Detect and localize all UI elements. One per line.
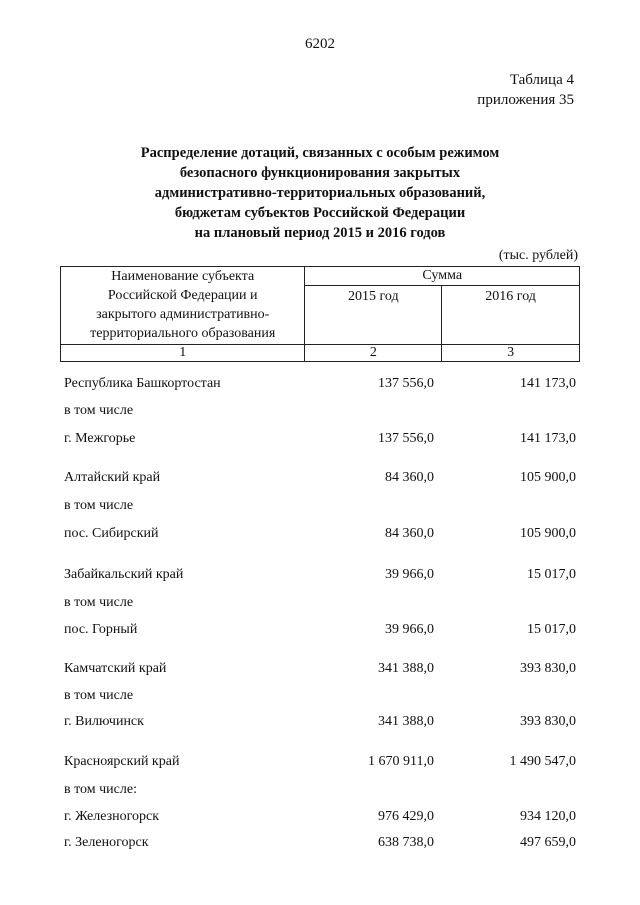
value-2016: 393 830,0 — [520, 661, 576, 676]
table-row — [0, 468, 640, 488]
value-2016: 15 017,0 — [527, 622, 576, 637]
table-reference — [477, 70, 574, 110]
value-2016: 15 017,0 — [527, 567, 576, 582]
table-ref-line-2: приложения 35 — [477, 92, 574, 108]
value-2015: 137 556,0 — [378, 431, 434, 446]
subject-name: Красноярский край — [64, 754, 180, 769]
value-2015: 341 388,0 — [378, 714, 434, 729]
value-2015: 84 360,0 — [385, 470, 434, 485]
table-row — [0, 524, 640, 544]
subject-name: пос. Сибирский — [64, 526, 159, 541]
subject-name: в том числе — [64, 498, 134, 513]
subject-name: г. Межгорье — [64, 431, 136, 446]
title-line: на плановый период 2015 и 2016 годов — [194, 225, 446, 241]
table-row — [0, 620, 640, 640]
sum-column-header: Сумма — [305, 267, 580, 286]
subject-name: г. Вилючинск — [64, 714, 144, 729]
table-row — [0, 496, 640, 516]
table-header — [60, 266, 580, 362]
subject-name: Забайкальский край — [64, 567, 184, 582]
value-2015: 638 738,0 — [378, 835, 434, 850]
column-number-1: 1 — [61, 345, 305, 362]
subject-name: пос. Горный — [64, 622, 138, 637]
value-2015: 84 360,0 — [385, 526, 434, 541]
table-row — [0, 401, 640, 421]
subject-header-line: территориального образования — [90, 326, 276, 341]
subject-name: в том числе — [64, 403, 134, 418]
column-number-3: 3 — [442, 345, 580, 362]
value-2015: 341 388,0 — [378, 661, 434, 676]
subject-name: Алтайский край — [64, 470, 161, 485]
year-2015-header: 2015 год — [305, 286, 442, 345]
title-line: безопасного функционирования закрытых — [179, 165, 461, 181]
table-ref-line-1: Таблица 4 — [509, 72, 574, 88]
value-2015: 1 670 911,0 — [368, 754, 434, 769]
value-2015: 137 556,0 — [378, 376, 434, 391]
table-row — [0, 833, 640, 853]
subject-name: Камчатский край — [64, 661, 167, 676]
value-2016: 393 830,0 — [520, 714, 576, 729]
value-2016: 105 900,0 — [520, 470, 576, 485]
table-row — [0, 752, 640, 772]
table-row — [0, 659, 640, 679]
title-line: бюджетам субъектов Российской Федерации — [174, 205, 466, 221]
subject-name: в том числе — [64, 595, 134, 610]
subject-header-line: закрытого административно- — [96, 307, 270, 322]
subject-header-line: Российской Федерации и — [107, 288, 258, 303]
value-2016: 141 173,0 — [520, 431, 576, 446]
title-line: Распределение дотаций, связанных с особым режимом — [140, 145, 500, 161]
units-label: (тыс. рублей) — [498, 248, 578, 263]
table-row — [0, 686, 640, 706]
page-number: 6202 — [305, 36, 335, 52]
value-2016: 105 900,0 — [520, 526, 576, 541]
document-title — [60, 143, 580, 243]
table-row — [0, 429, 640, 449]
subject-name: г. Зеленогорск — [64, 835, 149, 850]
subject-name: Республика Башкортостан — [64, 376, 221, 391]
table-row — [0, 374, 640, 394]
column-number-2: 2 — [305, 345, 442, 362]
subject-name: г. Железногорск — [64, 809, 160, 824]
table-row — [0, 593, 640, 613]
year-2016-header: 2016 год — [442, 286, 580, 345]
value-2016: 497 659,0 — [520, 835, 576, 850]
value-2016: 1 490 547,0 — [509, 754, 576, 769]
value-2015: 39 966,0 — [385, 567, 434, 582]
subject-name: в том числе — [64, 688, 134, 703]
title-line: административно-территориальных образований, — [154, 185, 486, 201]
value-2016: 141 173,0 — [520, 376, 576, 391]
subject-header-line: Наименование субъекта — [111, 269, 255, 284]
table-row — [0, 780, 640, 800]
subject-name: в том числе: — [64, 782, 137, 797]
value-2015: 39 966,0 — [385, 622, 434, 637]
subject-column-header — [61, 267, 305, 345]
value-2015: 976 429,0 — [378, 809, 434, 824]
table-row — [0, 712, 640, 732]
table-row — [0, 807, 640, 827]
value-2016: 934 120,0 — [520, 809, 576, 824]
table-row — [0, 565, 640, 585]
